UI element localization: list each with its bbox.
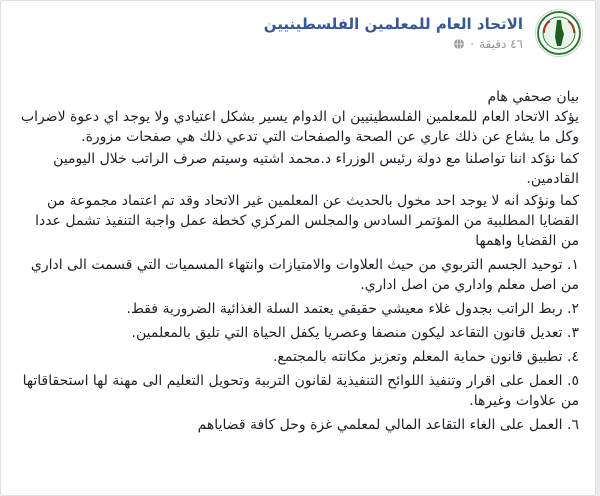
post-header bbox=[13, 9, 583, 59]
separator-dot: · bbox=[470, 37, 475, 51]
page-avatar[interactable] bbox=[535, 9, 583, 57]
list-item: ٦. العمل على الغاء التقاعد المالي لمعلمي غزة وحل كافة قضاياهم bbox=[197, 417, 579, 433]
list-item: ١. توحيد الجسم التربوي من حيث العلاوات والامتيازات وانتهاء المسميات التي قسمت الى اداري من اصل معلم واداري من اصل اداري. bbox=[30, 257, 579, 293]
post-title: بيان صحفي هام bbox=[487, 89, 579, 105]
post-body bbox=[13, 87, 579, 435]
page-name-link[interactable]: الاتحاد العام للمعلمين الفلسطينيين bbox=[263, 15, 523, 33]
list-item: ٤. تطبيق قانون حماية المعلم وتعزيز مكانته بالمجتمع. bbox=[272, 349, 579, 365]
post-paragraph: كما نؤكد اننا تواصلنا مع دولة رئيس الوزراء د.محمد اشتيه وسيتم صرف الراتب خلال اليومين القادمين. bbox=[53, 151, 579, 187]
post-paragraph: كما ونؤكد انه لا يوجد احد مخول بالحديث عن المعلمين غير الاتحاد وقد تم اعتماد مجموعة من القضايا المطلبية من المؤتمر السادس والمجلس المركزي كخطة عمل واجبة التنفيذ تشمل عددا من القضايا واهمها bbox=[35, 193, 579, 249]
globe-icon bbox=[453, 38, 465, 50]
post-meta bbox=[453, 37, 523, 51]
list-item: ٣. تعديل قانون التقاعد ليكون منصفا وعصريا يكفل الحياة التي تليق بالمعلمين. bbox=[131, 325, 579, 341]
list-item: ٥. العمل على اقرار وتنفيذ اللوائح التنفيذية لقانون التربية وتحويل التعليم الى مهنة لها استحقاقاتها من علاوات وغيرها. bbox=[22, 373, 579, 409]
list-item: ٢. ربط الراتب بجدول غلاء معيشي حقيقي يعتمد السلة الغذائية الضرورية فقط. bbox=[126, 301, 579, 317]
post-time[interactable]: ٤٦ دقيقة bbox=[479, 37, 523, 51]
union-logo-icon bbox=[536, 10, 582, 56]
post-paragraph: يؤكد الاتحاد العام للمعلمين الفلسطينيين ان الدوام يسير بشكل اعتيادي ولا يوجد اي دعوة لاضراب وكل ما يشاع عن ذلك عاري عن الصحة والصفحات التي تدعي ذلك هي صفحات مزورة. bbox=[20, 109, 579, 145]
